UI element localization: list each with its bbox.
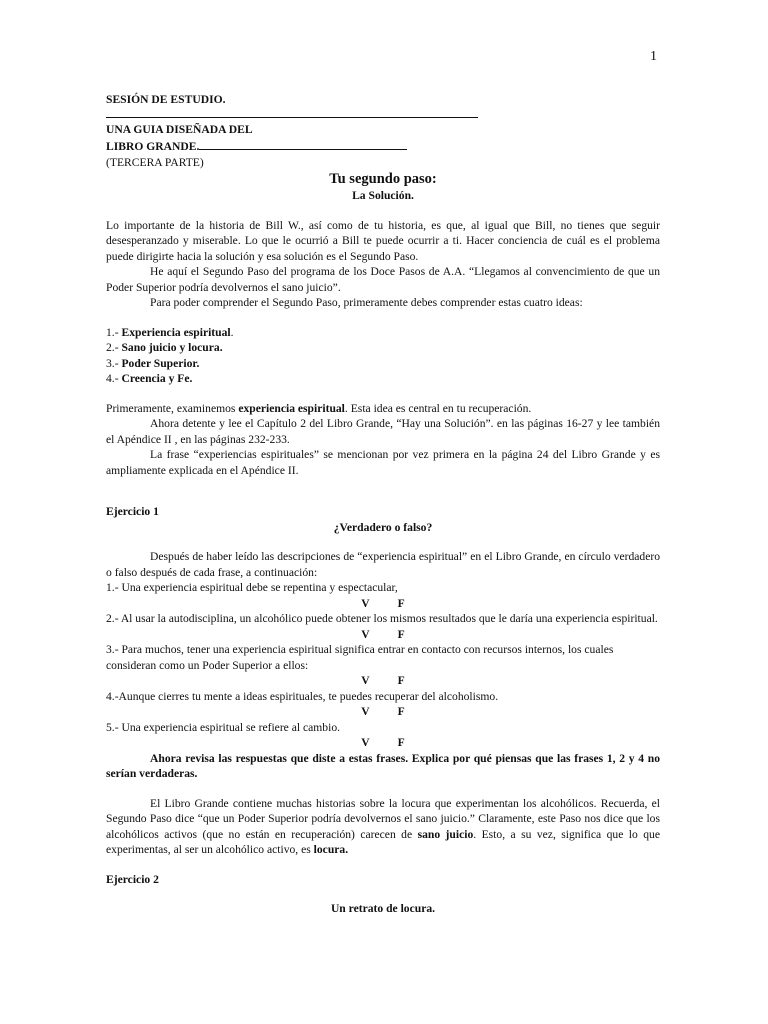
intro-paragraph-1: Lo importante de la historia de Bill W., así como de tu historia, es que, al igual que Bill, no tienes que seguir desesperanzado y miserable. Lo que le ocurrió a Bill te puede ocurrir a ti. Hacer conciencia de cuál es el problema puede dirigirte hacia la solución y esa solución es el Segundo Paso. xyxy=(106,218,660,263)
statement-5: 5.- Una experiencia espiritual se refiere al cambio. xyxy=(106,720,341,734)
false-option[interactable]: F xyxy=(397,736,405,749)
exercise1-label: Ejercicio 1 xyxy=(106,505,159,518)
exercise1-instructions: Después de haber leído las descripciones de “experiencia espiritual” en el Libro Grande, en círculo verdadero o falso después de cada frase, a continuación: xyxy=(106,550,660,579)
statement-4: 4.-Aunque cierres tu mente a ideas espirituales, te puedes recuperar del alcoholismo. xyxy=(106,689,499,703)
false-option[interactable]: F xyxy=(397,705,405,718)
true-option[interactable]: V xyxy=(361,596,370,610)
false-option[interactable]: F xyxy=(397,627,405,641)
true-false-choice xyxy=(106,704,660,720)
true-false-choice xyxy=(106,673,660,689)
document-body xyxy=(106,92,660,917)
exercise1-heading: ¿Verdadero o falso? xyxy=(333,520,433,534)
true-option[interactable]: V xyxy=(361,736,370,749)
page-number: 1 xyxy=(650,49,657,64)
statement-2: 2.- Al usar la autodisciplina, un alcohólico puede obtener los mismos resultados que le daría una experiencia espiritual. xyxy=(106,612,658,625)
ideas-list xyxy=(106,325,660,387)
section2-paragraph-3: La frase “experiencias espirituales” se mencionan por vez primera en la página 24 del Libro Grande y es ampliamente explicada en el Apéndice II. xyxy=(106,448,660,477)
exercise2-heading: Un retrato de locura. xyxy=(330,902,436,915)
header-rule xyxy=(106,116,478,118)
statement-3: 3.- Para muchos, tener una experiencia espiritual significa entrar en contacto con recursos internos, los cuales consideran como un Poder Superior a ellos: xyxy=(106,643,614,672)
false-option[interactable]: F xyxy=(397,674,405,687)
idea-item: 1.- Experiencia espiritual. xyxy=(106,325,234,339)
header-line-2: UNA GUIA DISEÑADA DEL xyxy=(106,122,253,136)
exercise2-label: Ejercicio 2 xyxy=(106,872,159,886)
idea-item: 3.- Poder Superior. xyxy=(106,356,200,370)
header-line-3-row xyxy=(106,137,660,155)
true-option[interactable]: V xyxy=(361,674,370,687)
section2-paragraph-1: Primeramente, examinemos experiencia espiritual. Esta idea es central en tu recuperación. xyxy=(106,401,532,415)
statement-1: 1.- Una experiencia espiritual debe se repentina y espectacular, xyxy=(106,581,398,594)
page-title: Tu segundo paso: xyxy=(329,171,437,187)
section3-paragraph: El Libro Grande contiene muchas historias sobre la locura que experimentan los alcohólicos. Recuerda, el Segundo Paso dice “que un Poder Superior podría devolvernos el sano juicio.” Claramente, este Paso nos dice que los alcohólicos activos (que no están en recuperación) carecen de sano juicio. Esto, a su vez, significa que lo que experimentas, al ser un alcohólico activo, es locura. xyxy=(106,796,660,856)
intro-paragraph-2: He aquí el Segundo Paso del programa de los Doce Pasos de A.A. “Llegamos al convencimiento de que un Poder Superior podría devolvernos el sano juicio”. xyxy=(106,265,660,294)
header-underline xyxy=(199,137,407,150)
true-false-choice xyxy=(106,735,660,751)
false-option[interactable]: F xyxy=(397,596,405,610)
header-line-1: SESIÓN DE ESTUDIO. xyxy=(106,93,226,106)
idea-item: 2.- Sano juicio y locura. xyxy=(106,341,223,354)
intro-paragraph-3: Para poder comprender el Segundo Paso, primeramente debes comprender estas cuatro ideas: xyxy=(150,296,583,309)
true-option[interactable]: V xyxy=(361,705,370,718)
header-line-3: LIBRO GRANDE. xyxy=(106,140,200,153)
header-line-4: (TERCERA PARTE) xyxy=(106,155,204,169)
true-false-choice xyxy=(106,627,660,643)
exercise1-review: Ahora revisa las respuestas que diste a estas frases. Explica por qué piensas que las frases 1, 2 y 4 no serían verdaderas. xyxy=(106,751,660,780)
page-subtitle: La Solución. xyxy=(352,189,414,202)
section2-paragraph-2: Ahora detente y lee el Capítulo 2 del Libro Grande, “Hay una Solución”. en las páginas 16-27 y lee también el Apéndice II , en las páginas 232-233. xyxy=(106,417,660,446)
idea-item: 4.- Creencia y Fe. xyxy=(106,372,193,385)
true-option[interactable]: V xyxy=(361,627,370,641)
true-false-choice xyxy=(106,596,660,612)
